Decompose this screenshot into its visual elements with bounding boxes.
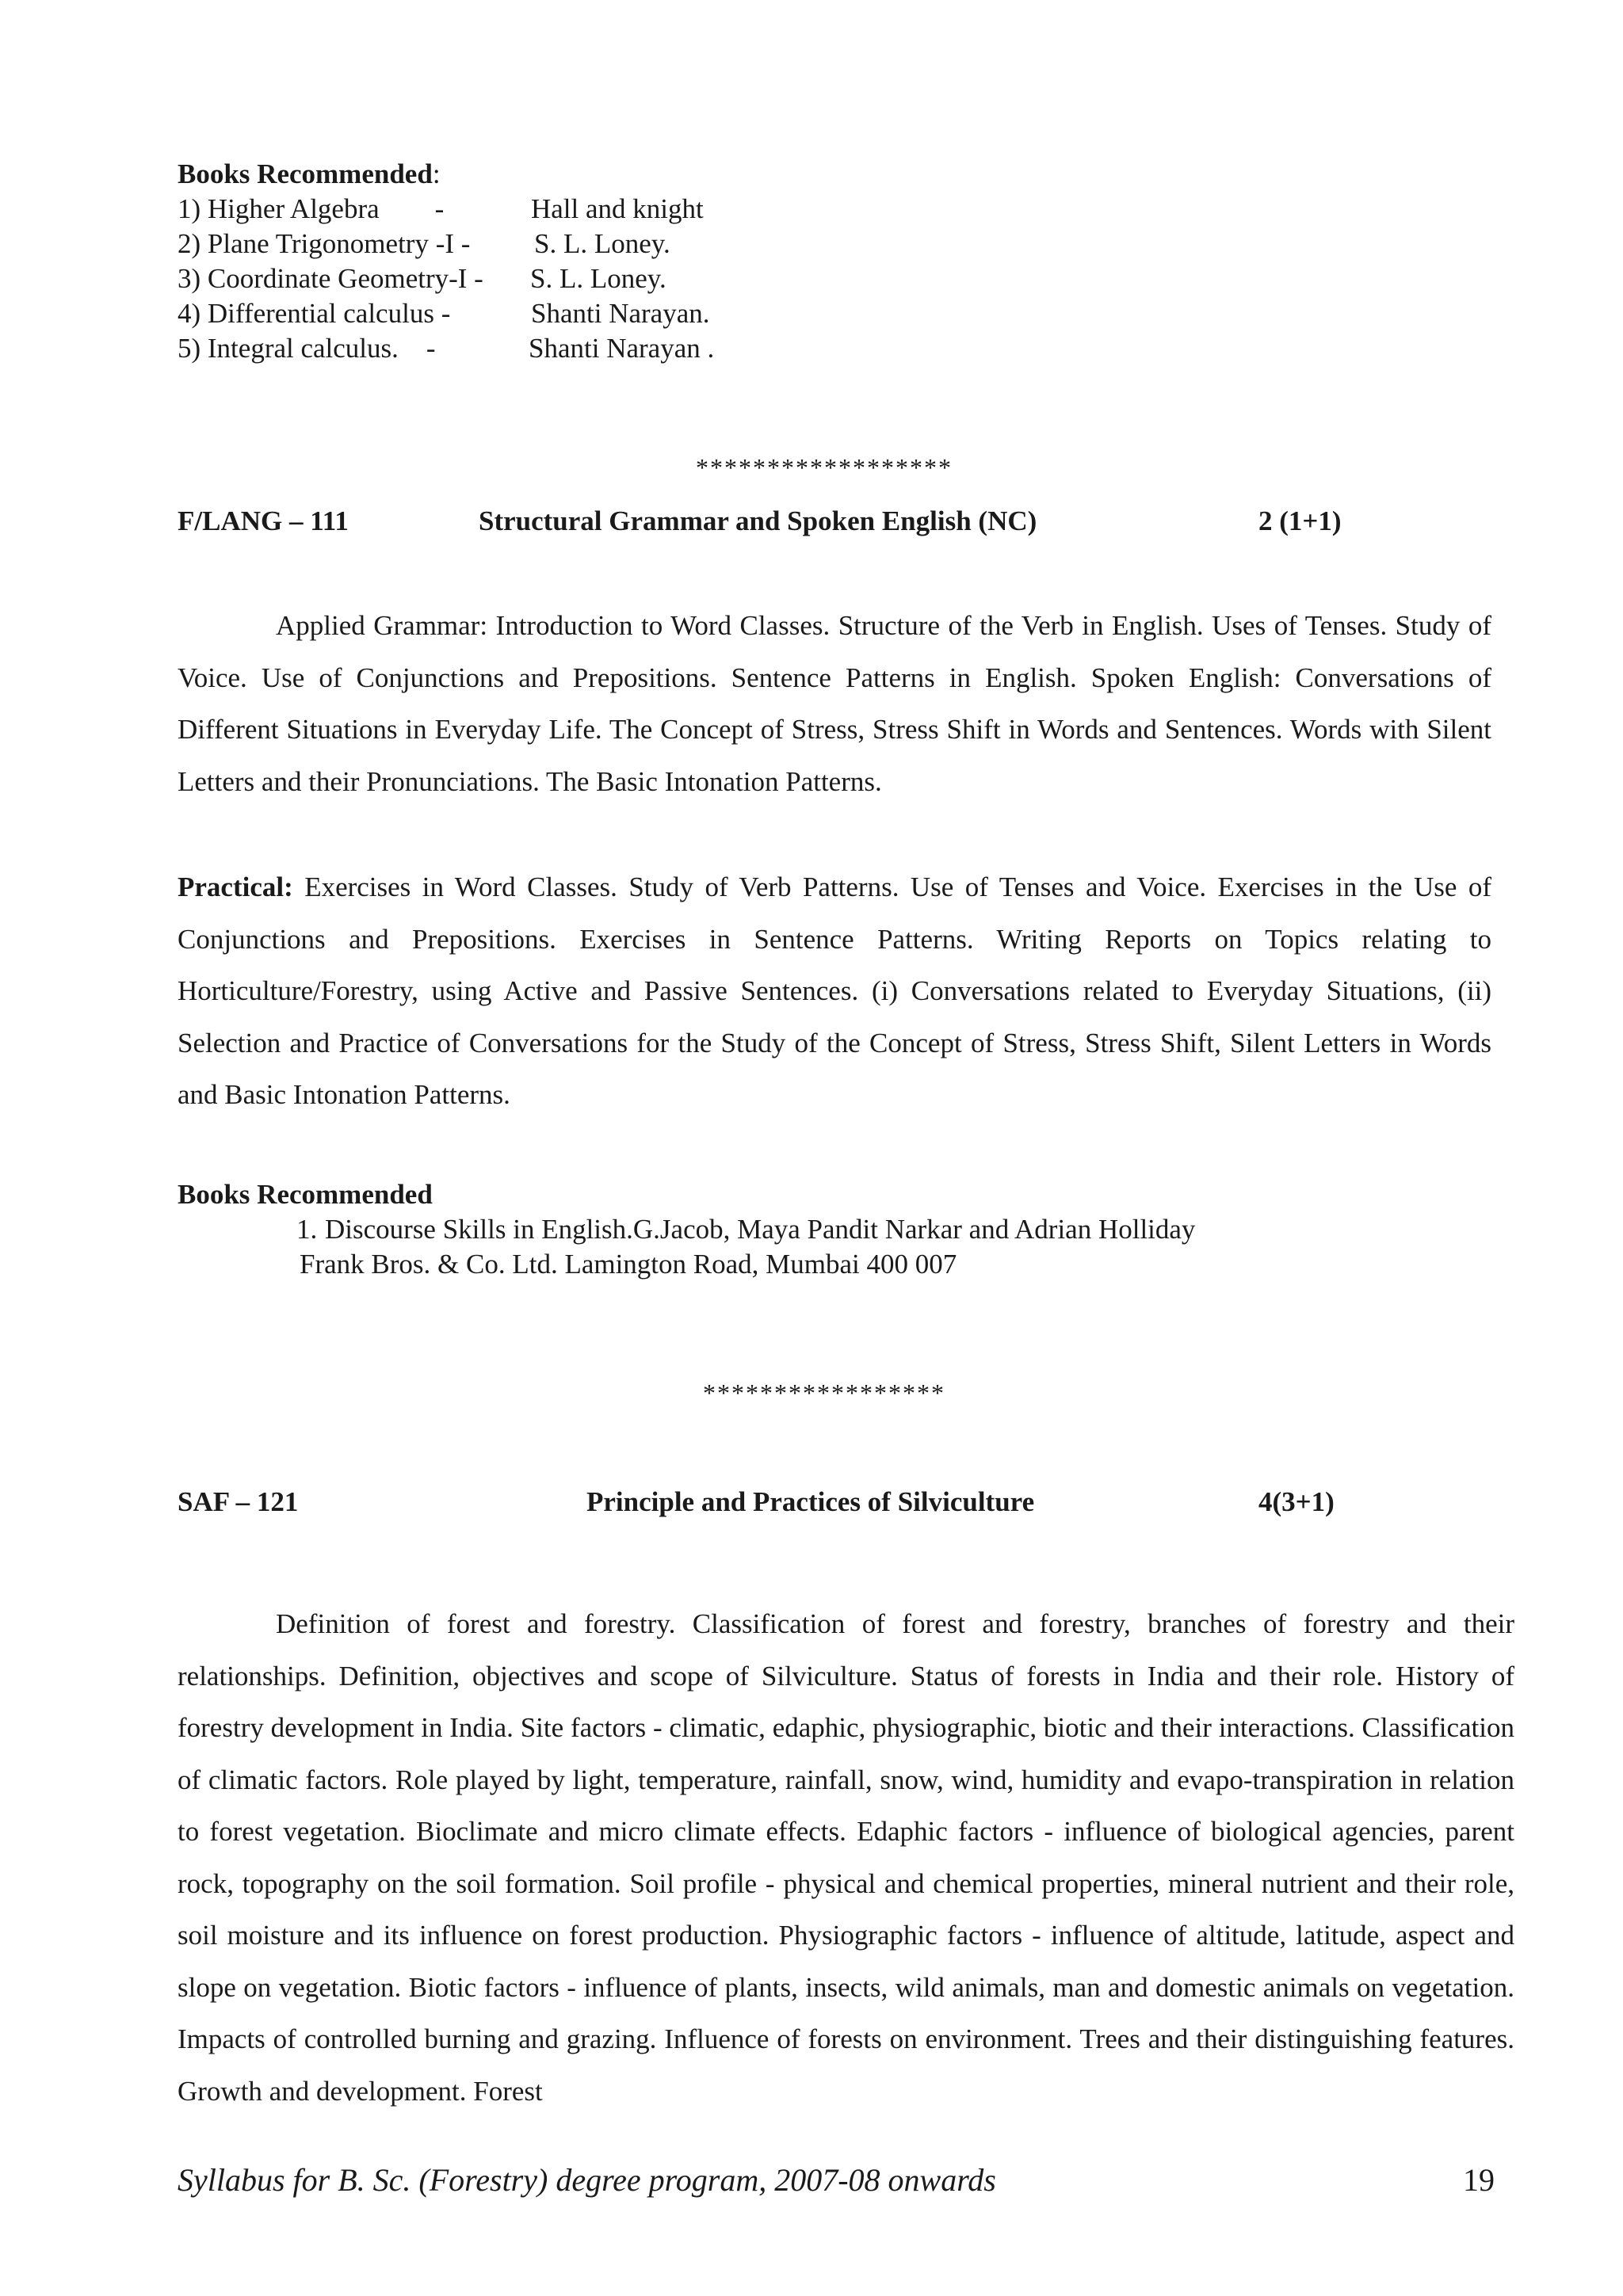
book-author: Hall and knight [531,193,704,224]
course-credits: 2 (1+1) [1258,505,1342,536]
course-heading [178,505,1525,545]
page-footer [178,2161,1495,2199]
practical-text: Exercises in Word Classes. Study of Verb Patterns. Use of Tenses and Voice. Exercises in the Use of Conjunctions and Prepositions. Exercises in Sentence Patterns. Writing Reports on Topics relating to Horticulture/Forestry, using Active and Passive Sentences. (i) Conversations related to Everyday Situations, (ii) Selection and Practice of Conversations for the Study of the Concept of Stress, Stress Shift, Silent Letters in Words and Basic Intonation Patterns. [178,871,1491,1110]
books-heading-colon: : [432,158,441,189]
book-item [178,331,715,366]
course-title: Principle and Practices of Silviculture [586,1486,1035,1517]
books-heading-line [178,157,483,192]
book-title: 3) Coordinate Geometry-I - [178,263,483,294]
books-recommended-english [178,1177,1195,1282]
book-publisher: Frank Bros. & Co. Ltd. Lamington Road, Mumbai 400 007 [300,1249,957,1280]
book-item [178,296,710,331]
book-title: 4) Differential calculus - [178,298,451,329]
practical-label: Practical: [178,871,293,902]
book-item [178,261,666,296]
book-title: 2) Plane Trigonometry -I - [178,228,471,259]
book-author: S. L. Loney. [530,263,666,294]
course-title: Structural Grammar and Spoken English (NC) [479,505,1037,536]
book-number: 1. [296,1214,318,1245]
course-theory-paragraph: Definition of forest and forestry. Classification of forest and forestry, branches of forestry and their relationships. Definition, objectives and scope of Silviculture. Status of forests in India and their role. History of forestry development in India. Site factors - climatic, edaphic, physiographic, biotic and their interactions. Classification of climatic factors. Role played by light, temperature, rainfall, snow, wind, humidity and evapo-transpiration in relation to forest vegetation. Bioclimate and micro climate effects. Edaphic factors - influence of biological agencies, parent rock, topography on the soil formation. Soil profile - physical and chemical properties, mineral nutrient and their role, soil moisture and its influence on forest production. Physiographic factors - influence of altitude, latitude, aspect and slope on vegetation. Biotic factors - influence of plants, insects, wild animals, man and domestic animals on vegetation. Impacts of controlled burning and grazing. Influence of forests on environment. Trees and their distinguishing features. Growth and development. Forest [178,1608,1514,2107]
course-code: F/LANG – 111 [178,505,349,536]
book-item [178,227,670,261]
page-number: 19 [1463,2162,1495,2198]
book-author: S. L. Loney. [534,228,670,259]
books-heading: Books Recommended [178,158,433,189]
book-title: 5) Integral calculus. - [178,333,436,364]
book-item [178,1212,1195,1247]
book-title: 1) Higher Algebra - [178,193,445,224]
books-heading: Books Recommended [178,1179,433,1210]
course-credits: 4(3+1) [1258,1486,1335,1517]
book-item [178,192,704,227]
books-recommended-math [178,157,715,366]
book-title: Discourse Skills in English.G.Jacob, Maya Pandit Narkar and Adrian Holliday [325,1214,1196,1245]
course-code: SAF – 121 [178,1486,299,1517]
book-author: Shanti Narayan . [529,333,715,364]
footer-text: Syllabus for B. Sc. (Forestry) degree program, 2007-08 onwards [178,2162,996,2198]
section-separator: ***************** [703,1379,945,1407]
book-author: Shanti Narayan. [531,298,710,329]
course-heading [178,1486,1525,1526]
course-theory-paragraph: Applied Grammar: Introduction to Word Classes. Structure of the Verb in English. Uses of Tenses. Study of Voice. Use of Conjunctions and Prepositions. Sentence Patterns in English. Spoken English: Conversations of Different Situations in Everyday Life. The Concept of Stress, Stress Shift in Words and Sentences. Words with Silent Letters and their Pronunciations. The Basic Intonation Patterns. [178,610,1491,797]
section-separator: ****************** [696,453,953,482]
course-practical-paragraph [178,861,1491,1121]
